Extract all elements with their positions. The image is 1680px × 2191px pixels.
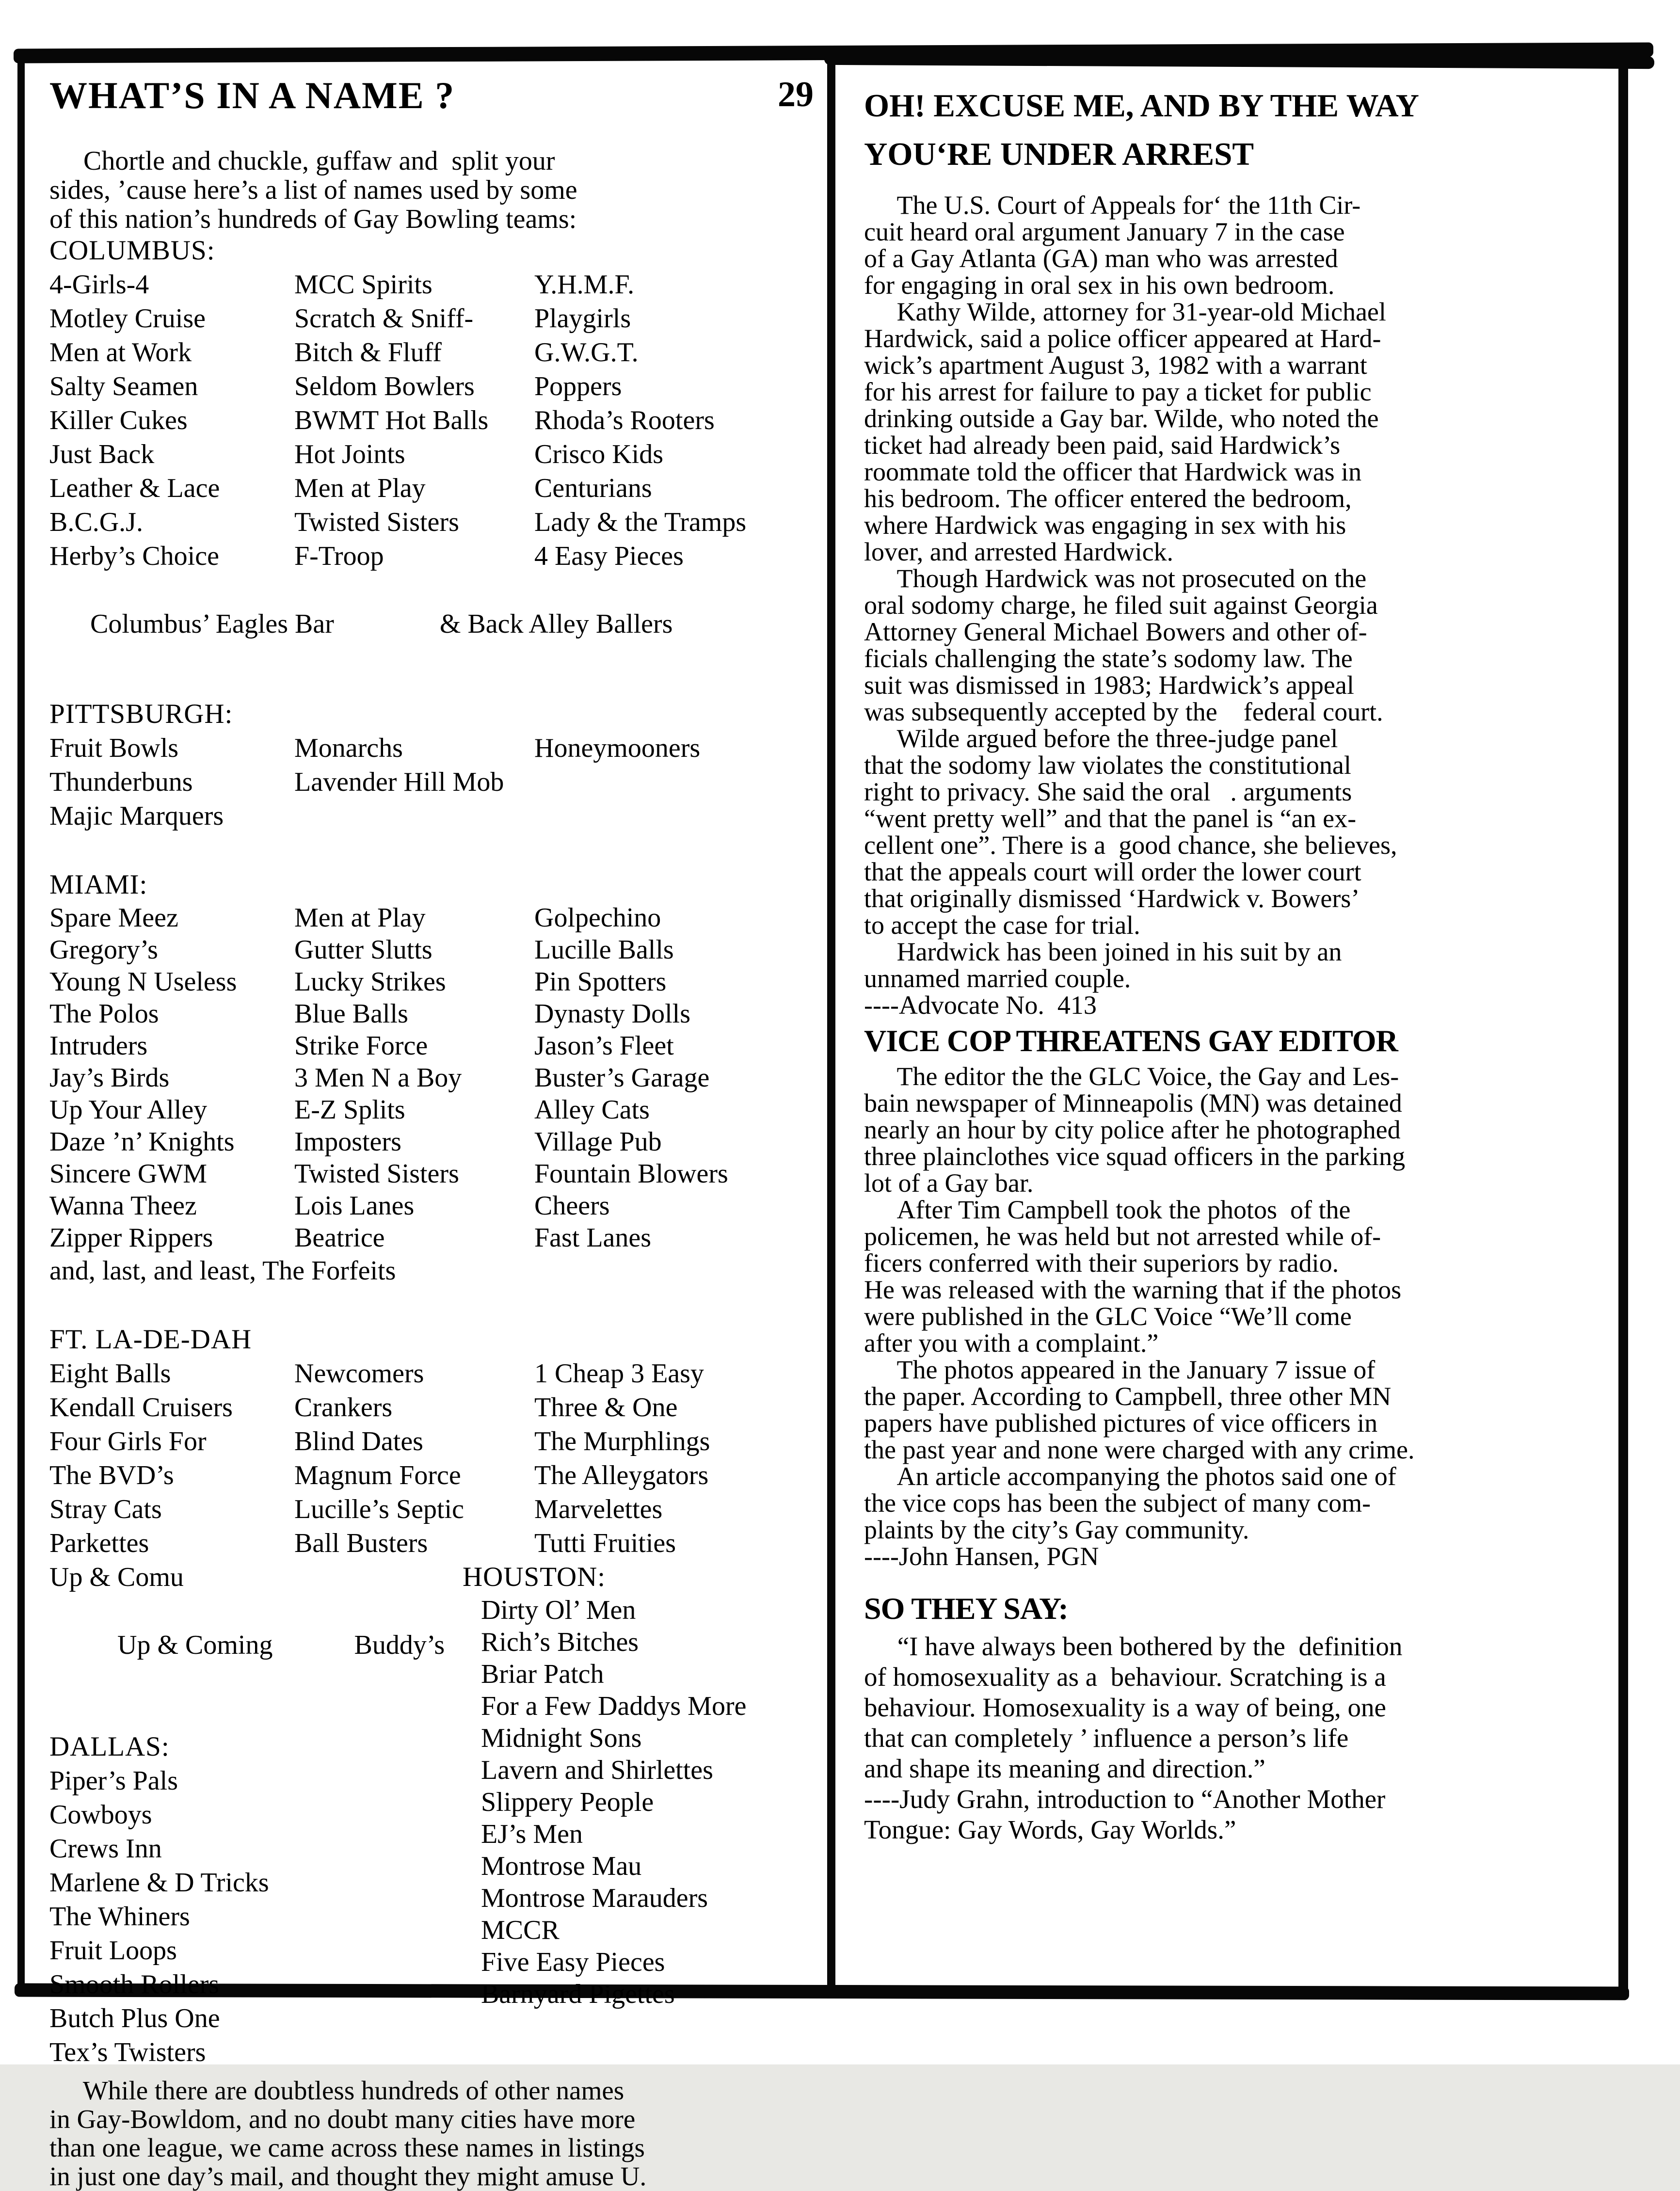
team-name: Blue Balls [294,999,408,1029]
team-name: Montrose Marauders [481,1883,708,1913]
team-name: Pin Spotters [534,967,667,997]
team-name: Poppers [534,371,622,401]
team-name: Motley Cruise [49,304,206,334]
article-line: The editor the the GLC Voice, the Gay and Les- [864,1062,1399,1091]
article-line: oral sodomy charge, he filed suit against Georgia [864,591,1378,620]
houston-team-list [463,1594,819,2010]
team-name: Sincere GWM [49,1159,208,1189]
article-line: of a Gay Atlanta (GA) man who was arrested [864,244,1338,273]
team-name: Stray Cats [49,1494,162,1524]
team-name: Monarchs [294,733,403,763]
team-name: Five Easy Pieces [481,1947,665,1977]
team-row [49,539,819,573]
team-name: Lady & the Tramps [534,507,747,537]
team-name: Parkettes [49,1528,149,1558]
article-line: the paper. According to Campbell, three other MN [864,1382,1392,1411]
team-row [49,1492,819,1526]
team-row [49,765,819,799]
team-name: Men at Work [49,337,192,368]
article-line: to accept the case for trial. [864,911,1140,940]
team-name: Crews Inn [49,1834,162,1864]
columbus-span-row [49,573,819,675]
team-name: Newcomers [294,1359,424,1389]
team-name: E-Z Splits [294,1095,405,1125]
article-line: Hardwick, said a police officer appeared at Hard- [864,324,1381,353]
team-name: Marlene & D Tricks [49,1868,269,1898]
article-title [864,81,1605,178]
team-name: The Whiners [49,1902,190,1932]
team-name: Eight Balls [49,1359,171,1389]
team-row [49,1357,819,1391]
team-row [49,1594,463,1696]
team-row [49,731,819,765]
team-name: Buster’s Garage [534,1063,710,1093]
right-column [864,81,1605,1845]
article-line: for engaging in oral sex in his own bedroom. [864,271,1335,300]
team-name: Playgirls [534,304,631,334]
team-name: Magnum Force [294,1460,461,1490]
article-line: of homosexuality as a behaviour. Scratching is a [864,1662,1386,1692]
team-name: Cheers [534,1191,610,1221]
intro-paragraph [49,146,819,234]
article-line: bain newspaper of Minneapolis (MN) was detained [864,1088,1402,1118]
team-row [49,437,819,471]
team-name: Dirty Ol’ Men [481,1595,636,1625]
team-name: Hot Joints [294,439,405,469]
bottom-lists [49,1560,819,2069]
team-name: Rich’s Bitches [481,1627,639,1657]
closing-line: in just one day’s mail, and thought they might amuse U. [49,2161,647,2191]
article-line: was subsequently accepted by the federal court. [864,697,1383,726]
team-name: Just Back [49,439,155,469]
frame-right-border [1618,58,1628,1997]
closing-line: While there are doubtless hundreds of other names [49,2076,624,2105]
team-name: Four Girls For [49,1426,207,1456]
dallas-column [49,1560,463,2069]
masthead [49,74,819,116]
team-name: Young N Useless [49,967,237,997]
team-row [49,799,819,833]
article-body [864,192,1605,1019]
team-name: Up & Coming [117,1630,273,1660]
team-row [49,1062,819,1094]
article-title: VICE COP THREATENS GAY EDITOR [864,1024,1398,1058]
team-name: Slippery People [481,1787,654,1817]
article-line: ----Judy Grahn, introduction to “Another Mother [864,1784,1386,1814]
columbus-team-list [49,268,819,573]
intro-line: of this nation’s hundreds of Gay Bowling teams: [49,204,577,234]
article-under-arrest [864,81,1605,1019]
team-name: Ball Busters [294,1528,428,1558]
team-name: The Murphlings [534,1426,710,1456]
article-line: plaints by the city’s Gay community. [864,1515,1249,1544]
article-line: policemen, he was held but not arrested while of- [864,1222,1381,1251]
team-name: Butch Plus One [49,2003,220,2033]
team-row [49,902,819,934]
article-line: cuit heard oral argument January 7 in the case [864,217,1345,246]
article-vice-cop [864,1019,1605,1570]
team-name: Crankers [294,1392,393,1423]
team-name: Lucille Balls [534,935,674,965]
team-name: Leather & Lace [49,473,220,503]
article-line: “went pretty well” and that the panel is “an ex- [864,804,1357,833]
article-line: “I have always been bothered by the definition [864,1631,1403,1661]
team-name: Wanna Theez [49,1191,197,1221]
team-name: Fast Lanes [534,1223,652,1253]
team-name: Fountain Blowers [534,1159,728,1189]
article-line: behaviour. Homosexuality is a way of being, one [864,1693,1386,1722]
section-heading-columbus: COLUMBUS: [49,235,215,266]
team-name: F-Troop [294,541,384,571]
team-name: Jay’s Birds [49,1063,170,1093]
team-name: B.C.G.J. [49,507,143,537]
spacer-line [49,1696,463,1730]
team-row [49,302,819,336]
article-line: ficers conferred with their superiors by radio. [864,1248,1339,1278]
closing-line: in Gay-Bowldom, and no doubt many cities have more [49,2104,636,2134]
article-line: were published in the GLC Voice “We’ll come [864,1302,1352,1331]
team-row [49,1158,819,1190]
team-row [49,369,819,403]
article-line: papers have published pictures of vice officers in [864,1408,1378,1438]
team-name: Blind Dates [294,1426,423,1456]
article-body [864,1063,1605,1570]
page-title: WHAT’S IN A NAME ? [49,74,455,116]
left-column [49,74,819,2191]
article-line: drinking outside a Gay bar. Wilde, who noted the [864,404,1379,433]
article-line: that originally dismissed ‘Hardwick v. Bowers’ [864,884,1360,913]
article-line: that can completely ’ influence a person’s life [864,1723,1349,1753]
team-name: MCC Spirits [294,270,432,300]
article-line: lot of a Gay bar. [864,1168,1034,1198]
column-divider [827,50,835,1997]
article-line: The photos appeared in the January 7 issue of [864,1355,1376,1384]
section-heading-ftladedah: FT. LA-DE-DAH [49,1324,252,1355]
team-name: Seldom Bowlers [294,371,475,401]
team-name: 3 Men N a Boy [294,1063,462,1093]
team-row [49,1222,819,1254]
article-line: nearly an hour by city police after he photographed [864,1115,1401,1144]
miami-footer-line: and, last, and least, The Forfeits [49,1256,396,1286]
team-name: MCCR [481,1915,560,1945]
article-title: SO THEY SAY: [864,1591,1068,1626]
article-line: that the sodomy law violates the constitutional [864,751,1351,780]
team-name: Twisted Sisters [294,507,459,537]
team-name: Marvelettes [534,1494,663,1524]
article-line: that the appeals court will order the lower court [864,857,1361,886]
team-name: 4 Easy Pieces [534,541,684,571]
section-heading-pittsburgh: PITTSBURGH: [49,699,233,729]
empty-cell [534,799,819,833]
pittsburgh-team-list [49,731,819,833]
team-name: 4-Girls-4 [49,270,149,300]
team-name: Centurians [534,473,652,503]
team-name: Intruders [49,1031,148,1061]
page-number: 29 [778,75,814,114]
ftladedah-team-list [49,1357,819,1560]
article-line: He was released with the warning that if the photos [864,1275,1402,1304]
team-name: Gutter Slutts [294,935,432,965]
section-heading-houston: HOUSTON: [463,1562,606,1592]
article-line: Wilde argued before the three-judge panel [864,724,1338,753]
team-name: Lois Lanes [294,1191,415,1221]
team-name: Lucky Strikes [294,967,446,997]
team-name: Buddy’s [354,1630,445,1660]
article-gap [864,1570,1605,1586]
article-line: where Hardwick was engaging in sex with his [864,511,1346,540]
article-line: the past year and none were charged with any crime. [864,1435,1415,1464]
article-line: Kathy Wilde, attorney for 31-year-old Michael [864,297,1386,326]
team-name: Killer Cukes [49,405,188,435]
miami-team-list [49,902,819,1254]
team-name: Jason’s Fleet [534,1031,674,1061]
team-name: Zipper Rippers [49,1223,213,1253]
article-line: lover, and arrested Hardwick. [864,537,1174,566]
article-line: for his arrest for failure to pay a ticket for public [864,377,1372,406]
team-row [49,1126,819,1158]
team-name: Smooth Rollers [49,1969,220,1999]
team-name: 1 Cheap 3 Easy [534,1359,704,1389]
team-row [49,1526,819,1560]
section-heading-miami: MIAMI: [49,869,148,900]
team-name: Daze ’n’ Knights [49,1127,235,1157]
team-name: Kendall Cruisers [49,1392,233,1423]
article-line: three plainclothes vice squad officers in the parking [864,1142,1406,1171]
intro-line: Chortle and chuckle, guffaw and split your [49,146,555,176]
team-name: Honeymooners [534,733,701,763]
team-name: Lucille’s Septic [294,1494,464,1524]
article-line: unnamed married couple. [864,964,1131,993]
team-name: Alley Cats [534,1095,650,1125]
team-name: Fruit Bowls [49,733,179,763]
team-name: Crisco Kids [534,439,663,469]
team-name: Herby’s Choice [49,541,219,571]
team-name: Imposters [294,1127,401,1157]
team-name: Barnyard Pigettes [481,1979,675,2009]
team-name: G.W.G.T. [534,337,639,368]
team-name: Midnight Sons [481,1723,642,1753]
empty-cell [534,765,819,799]
article-so-they-say [864,1586,1605,1845]
team-name: Y.H.M.F. [534,270,635,300]
article-title-line: YOU‘RE UNDER ARREST [864,136,1254,172]
team-name: Briar Patch [481,1659,604,1689]
team-name: Beatrice [294,1223,385,1253]
article-line: his bedroom. The officer entered the bedroom, [864,484,1352,513]
team-row [49,998,819,1030]
team-name: The Alleygators [534,1460,709,1490]
article-line: suit was dismissed in 1983; Hardwick’s appeal [864,671,1354,700]
team-name: Piper’s Pals [49,1766,178,1796]
article-body [864,1631,1605,1845]
team-name: The Polos [49,999,159,1029]
team-name: For a Few Daddys More [481,1691,747,1721]
intro-line: sides, ’cause here’s a list of names used by some [49,175,577,205]
team-row [49,336,819,369]
team-name: The BVD’s [49,1460,174,1490]
section-heading-dallas: DALLAS: [49,1731,170,1762]
team-name: Three & One [534,1392,678,1423]
team-row [49,934,819,966]
team-name: Thunderbuns [49,767,193,797]
team-row [49,1458,819,1492]
article-line: Though Hardwick was not prosecuted on the [864,564,1367,593]
article-line: ficials challenging the state’s sodomy law. The [864,644,1353,673]
article-line: Attorney General Michael Bowers and other of- [864,617,1367,646]
article-line: ----Advocate No. 413 [864,991,1097,1020]
team-row [49,1391,819,1424]
team-name: Golpechino [534,903,661,933]
team-row [49,1190,819,1222]
article-title-line: OH! EXCUSE ME, AND BY THE WAY [864,88,1419,124]
team-name: Spare Meez [49,903,178,933]
team-name: Fruit Loops [49,1935,177,1966]
team-name: Strike Force [294,1031,428,1061]
team-name: Up Your Alley [49,1095,208,1125]
team-row [49,1424,819,1458]
team-name: BWMT Hot Balls [294,405,489,435]
team-name: Up & Comu [49,1562,184,1592]
article-line: right to privacy. She said the oral . arguments [864,777,1352,806]
team-name: Columbus’ Eagles Bar [90,609,334,639]
article-line: Hardwick has been joined in his suit by an [864,937,1342,966]
article-line: After Tim Campbell took the photos of the [864,1195,1351,1224]
team-name: Montrose Mau [481,1851,642,1881]
team-name: Men at Play [294,473,426,503]
team-name: Twisted Sisters [294,1159,459,1189]
team-row [49,505,819,539]
team-name: Dynasty Dolls [534,999,690,1029]
team-name: Tex’s Twisters [49,2037,206,2067]
article-line: and shape its meaning and direction.” [864,1754,1265,1783]
dallas-team-list [49,1764,463,2069]
frame-left-border [17,50,25,1996]
article-line: cellent one”. There is a good chance, she believes, [864,831,1397,860]
article-line: An article accompanying the photos said one of [864,1462,1396,1491]
team-name: & Back Alley Ballers [439,609,673,639]
team-name: Rhoda’s Rooters [534,405,715,435]
article-line: the vice cops has been the subject of many com- [864,1488,1371,1518]
article-line: Tongue: Gay Words, Gay Worlds.” [864,1815,1236,1844]
team-name: Cowboys [49,1800,152,1830]
team-name: Men at Play [294,903,426,933]
team-name: Scratch & Sniff- [294,304,474,334]
article-line: after you with a complaint.” [864,1328,1159,1358]
team-name: Tutti Fruities [534,1528,676,1558]
closing-paragraph [49,2076,819,2191]
team-name: EJ’s Men [481,1819,583,1849]
team-row [49,966,819,998]
team-name: Village Pub [534,1127,662,1157]
team-name: Gregory’s [49,935,158,965]
team-row [49,403,819,437]
article-line: roommate told the officer that Hardwick was in [864,457,1362,486]
article-line: wick’s apartment August 3, 1982 with a warrant [864,351,1367,380]
team-row [49,1030,819,1062]
article-line: The U.S. Court of Appeals for‘ the 11th Cir- [864,191,1361,220]
houston-column [463,1560,819,2069]
team-name: Salty Seamen [49,371,198,401]
empty-cell [294,799,534,833]
team-row [49,268,819,302]
article-line: ----John Hansen, PGN [864,1542,1099,1571]
team-name: Lavender Hill Mob [294,767,504,797]
team-row [49,1094,819,1126]
article-line: ticket had already been paid, said Hardwick’s [864,431,1341,460]
team-name: Lavern and Shirlettes [481,1755,713,1785]
team-row [49,471,819,505]
closing-line: than one league, we came across these names in listings [49,2133,645,2162]
team-name: Majic Marquers [49,801,224,831]
team-name: Bitch & Fluff [294,337,442,368]
